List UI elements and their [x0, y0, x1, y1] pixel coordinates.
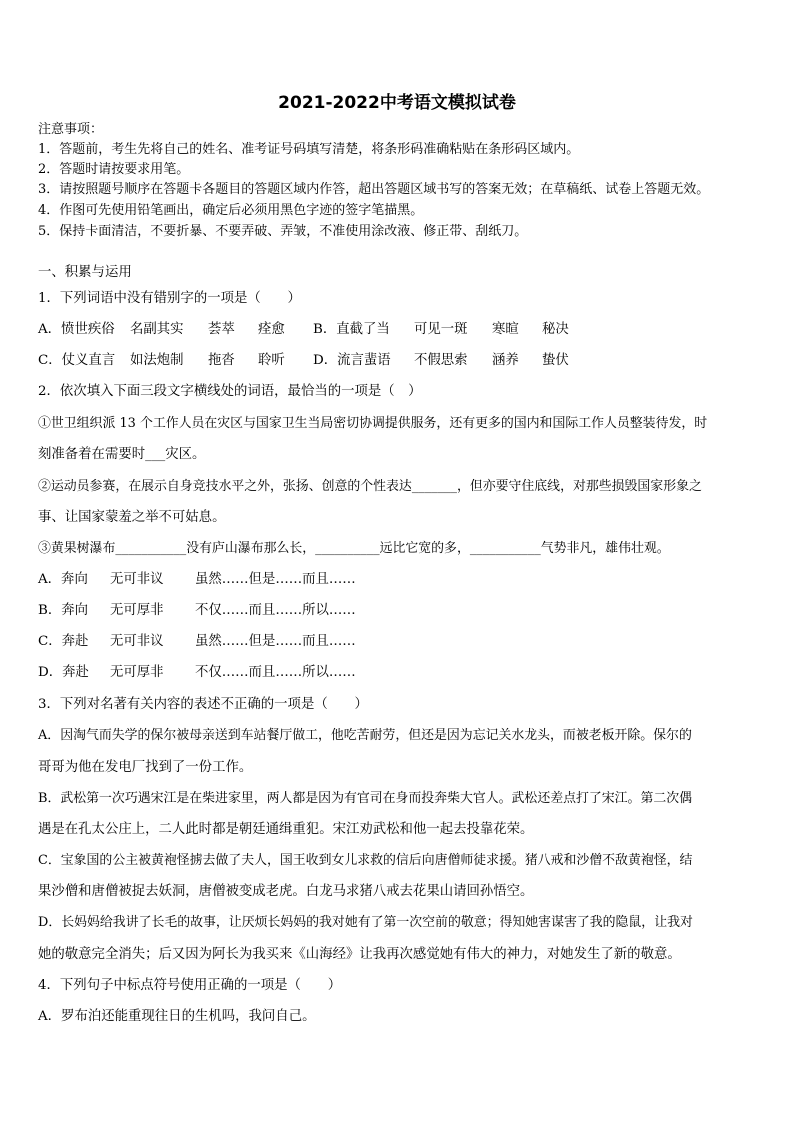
- passage-line: 刻准备着在需要时___灾区。: [38, 447, 206, 462]
- notice-heading: 注意事项：: [38, 122, 104, 137]
- option-label: A．愤世疾俗: [38, 322, 115, 337]
- option-label: C．奔赴: [38, 634, 89, 649]
- option-word: 无可厚非: [110, 665, 164, 680]
- passage-line: ③黄果树瀑布___________没有庐山瀑布那么长，__________远比它宽的多，___________气势非凡，雄伟壮观。: [38, 541, 670, 556]
- question-stem: 4．下列句子中标点符号使用正确的一项是（ ）: [38, 978, 342, 993]
- option-word: 虽然……但是……而且……: [195, 634, 356, 649]
- option-word: 不假思索: [414, 353, 468, 368]
- option-text: 哥哥为他在发电厂找到了一份工作。: [38, 760, 253, 775]
- option-word: 荟萃: [208, 322, 235, 337]
- option-text: 遇是在孔太公庄上，二人此时都是朝廷通缉重犯。宋江劝武松和他一起去投靠花荣。: [38, 822, 534, 837]
- option-word: 不仅……而且……所以……: [195, 665, 356, 680]
- passage-line: 事、让国家蒙羞之举不可姑息。: [38, 510, 226, 525]
- page-title: 2021-2022中考语文模拟试卷: [278, 93, 516, 113]
- notice-item: 4．作图可先使用铅笔画出，确定后必须用黑色字迹的签字笔描黑。: [38, 203, 424, 218]
- option-word: 拖沓: [208, 353, 235, 368]
- question-stem: 3．下列对名著有关内容的表述不正确的一项是（ ）: [38, 697, 368, 712]
- option-word: 痊愈: [258, 322, 285, 337]
- option-word: 涵养: [492, 353, 519, 368]
- option-word: 无可非议: [110, 572, 164, 587]
- option-text: 她的敬意完全消失；后又因为阿长为我买来《山海经》让我再次感觉她有伟大的神力，对她发生了新的敬意。: [38, 947, 681, 962]
- option-text: A．罗布泊还能重现往日的生机吗，我问自己。: [38, 1009, 316, 1024]
- question-stem: 1．下列词语中没有错别字的一项是（ ）: [38, 291, 301, 306]
- option-text: 果沙僧和唐僧被捉去妖洞，唐僧被变成老虎。白龙马求猪八戒去花果山请回孙悟空。: [38, 884, 534, 899]
- notice-item: 3．请按照题号顺序在答题卡各题目的答题区域内作答，超出答题区域书写的答案无效；在草稿纸、试卷上答题无效。: [38, 182, 710, 197]
- passage-line: ②运动员参赛，在展示自身竞技水平之外，张扬、创意的个性表达_______，但亦要守住底线，对那些损毁国家形象之: [38, 479, 702, 494]
- option-text: D．长妈妈给我讲了长毛的故事，让厌烦长妈妈的我对她有了第一次空前的敬意；得知她害谋害了我的隐鼠，让我对: [38, 915, 693, 930]
- option-text: A．因淘气而失学的保尔被母亲送到车站餐厅做工，他吃苦耐劳，但还是因为忘记关水龙头，而被老板开除。保尔的: [38, 728, 692, 743]
- option-word: 聆听: [258, 353, 285, 368]
- passage-line: ①世卫组织派 13 个工作人员在灾区与国家卫生当局密切协调提供服务，还有更多的国内和国际工作人员整装待发，时: [38, 416, 708, 431]
- option-label: A．奔向: [38, 572, 88, 587]
- option-label: B．直截了当: [313, 322, 390, 337]
- option-text: C．宝象国的公主被黄袍怪掳去做了夫人，国王收到女儿求救的信后向唐僧师徒求援。猪八戒和沙僧不敌黄袍怪，结: [38, 853, 693, 868]
- option-word: 寒暄: [492, 322, 519, 337]
- option-word: 无可非议: [110, 634, 164, 649]
- option-word: 不仅……而且……所以……: [195, 603, 356, 618]
- option-word: 如法炮制: [130, 353, 184, 368]
- option-word: 名副其实: [130, 322, 184, 337]
- notice-item: 2．答题时请按要求用笔。: [38, 162, 190, 177]
- option-word: 无可厚非: [110, 603, 164, 618]
- option-word: 可见一斑: [414, 322, 468, 337]
- option-label: C．仗义直言: [38, 353, 116, 368]
- notice-item: 1．答题前，考生先将自己的姓名、准考证号码填写清楚，将条形码准确粘贴在条形码区域内。: [38, 142, 580, 157]
- option-word: 秘决: [542, 322, 569, 337]
- option-label: D．奔赴: [38, 665, 89, 680]
- option-label: B．奔向: [38, 603, 89, 618]
- option-word: 虽然……但是……而且……: [195, 572, 356, 587]
- option-text: B．武松第一次巧遇宋江是在柴进家里，两人都是因为有官司在身而投奔柴大官人。武松还差点打了宋江。第二次偶: [38, 791, 693, 806]
- notice-item: 5．保持卡面清洁，不要折暴、不要弄破、弄皱，不准使用涂改液、修正带、刮纸刀。: [38, 224, 528, 239]
- option-label: D．流言蜚语: [313, 353, 391, 368]
- section-heading: 一、积累与运用: [38, 265, 132, 280]
- option-word: 蛰伏: [542, 353, 569, 368]
- question-stem: 2．依次填入下面三段文字横线处的词语，最恰当的一项是（ ）: [38, 384, 422, 399]
